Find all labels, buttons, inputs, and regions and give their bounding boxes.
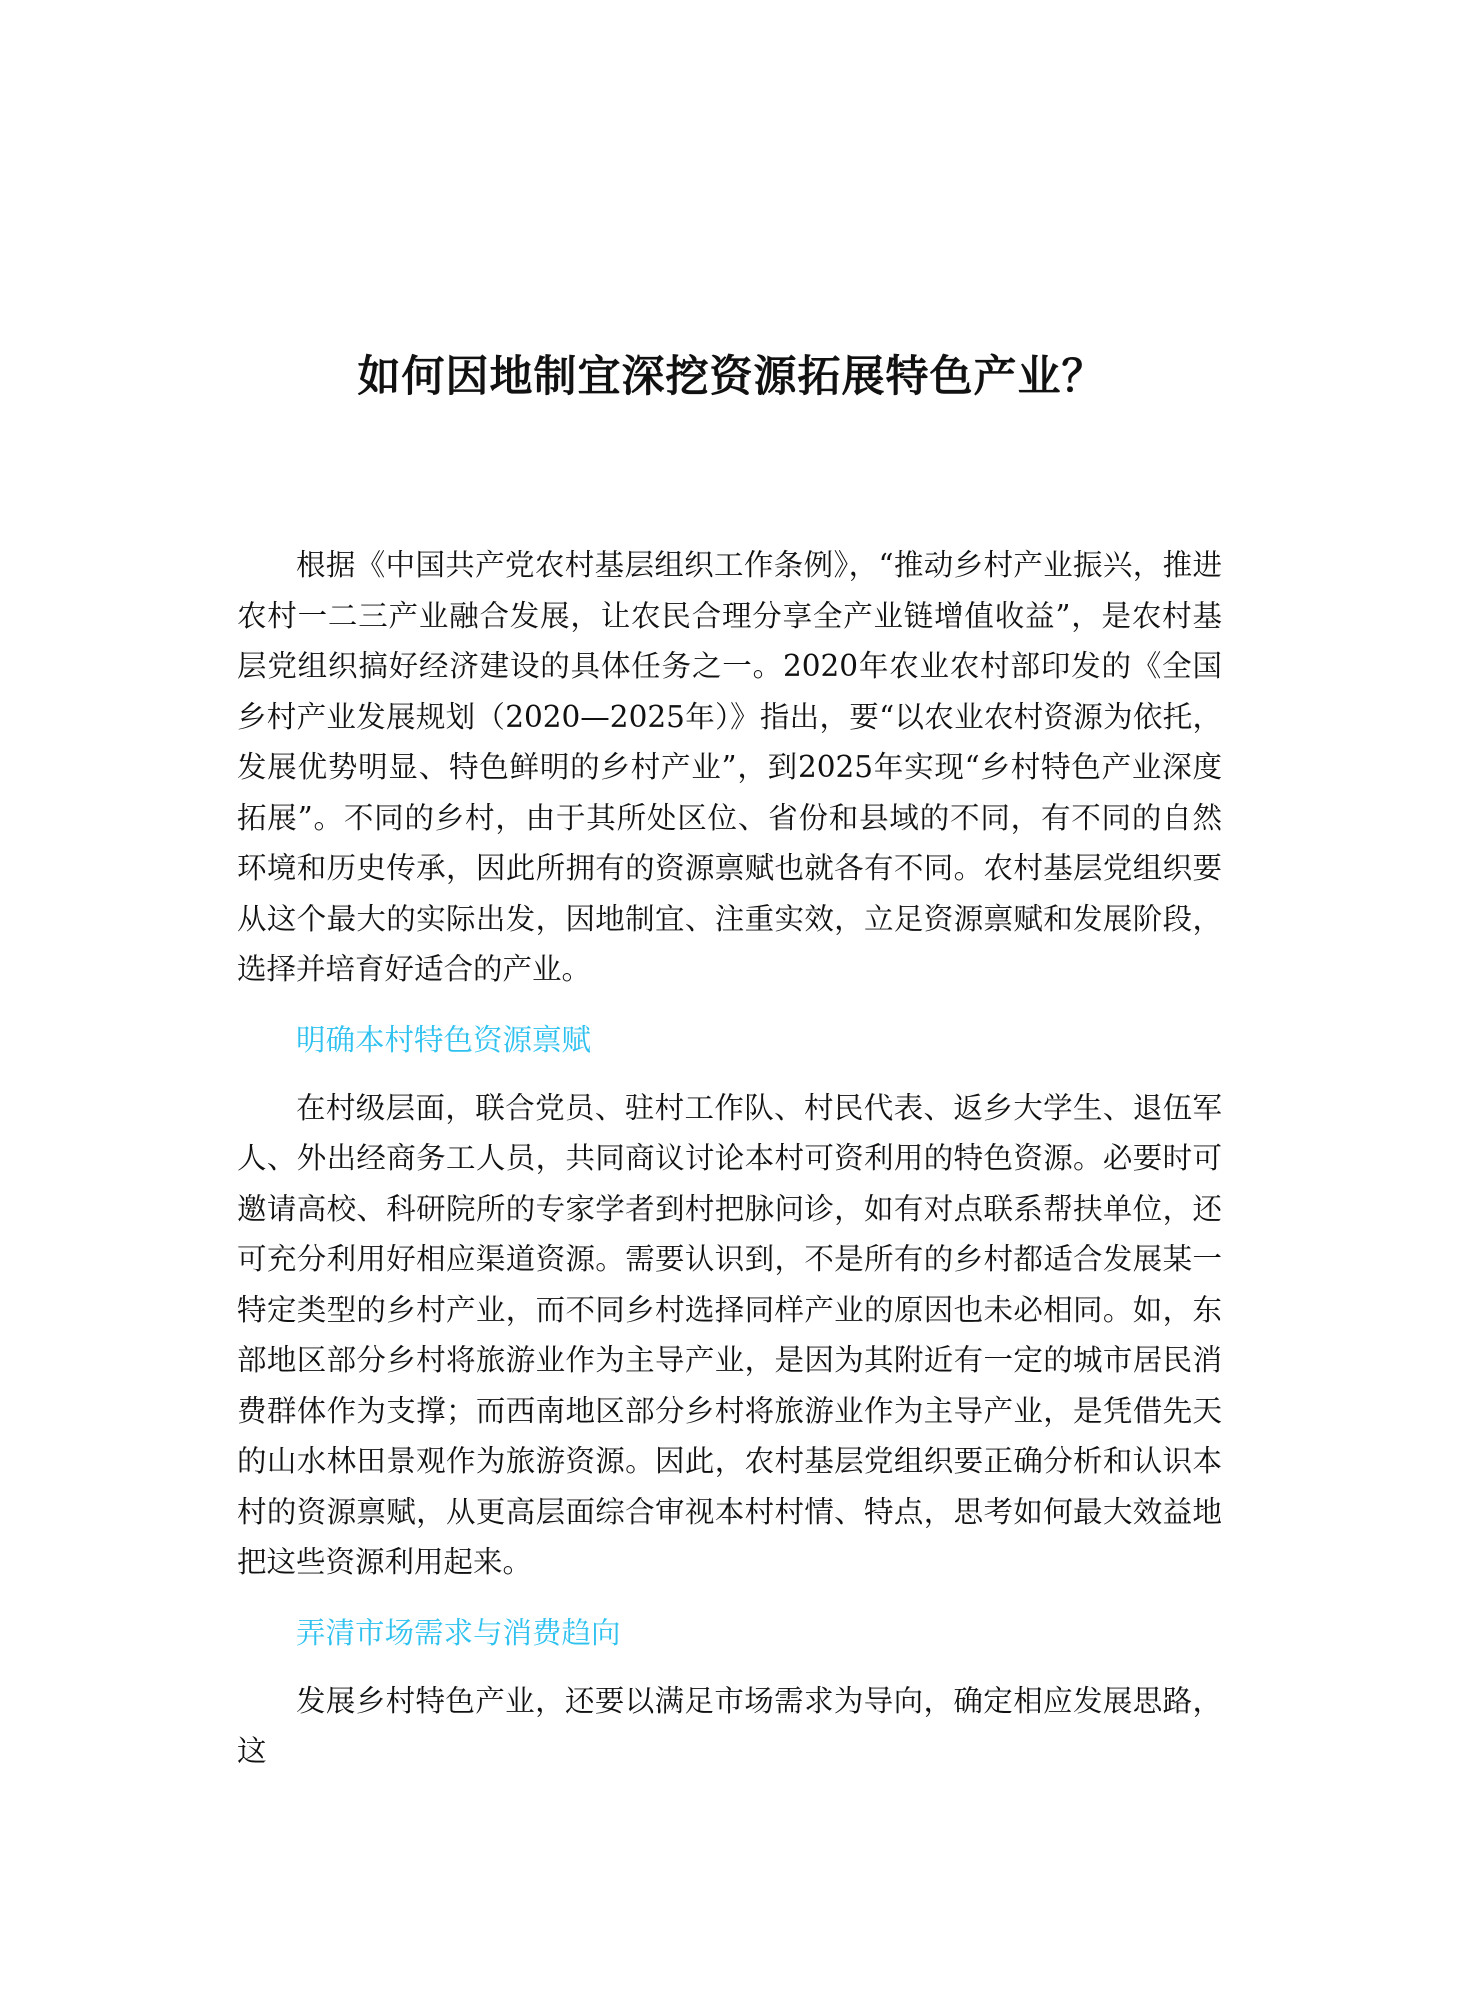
paragraph-intro: 根据《中国共产党农村基层组织工作条例》，“推动乡村产业振兴，推进农村一二三产业融合发展，让农民合理分享全产业链增值收益”，是农村基层党组织搞好经济建设的具体任务之一。2020年农业农村部印发的《全国乡村产业发展规划（2020—2025年）》指出，要“以农业农村资源为依托，发展优势明显、特色鲜明的乡村产业”，到2025年实现“乡村特色产业深度拓展”。不同的乡村，由于其所处区位、省份和县域的不同，有不同的自然环境和历史传承，因此所拥有的资源禀赋也就各有不同。农村基层党组织要从这个最大的实际出发，因地制宜、注重实效，立足资源禀赋和发展阶段，选择并培育好适合的产业。	[237, 548, 1222, 986]
section-heading-market: 弄清市场需求与消费趋向	[296, 1615, 621, 1650]
paragraph-resources: 在村级层面，联合党员、驻村工作队、村民代表、返乡大学生、退伍军人、外出经商务工人员，共同商议讨论本村可资利用的特色资源。必要时可邀请高校、科研院所的专家学者到村把脉问诊，如有对点联系帮扶单位，还可充分利用好相应渠道资源。需要认识到，不是所有的乡村都适合发展某一特定类型的乡村产业，而不同乡村选择同样产业的原因也未必相同。如，东部地区部分乡村将旅游业作为主导产业，是因为其附近有一定的城市居民消费群体作为支撑；而西南地区部分乡村将旅游业作为主导产业，是凭借先天的山水林田景观作为旅游资源。因此，农村基层党组织要正确分析和认识本村的资源禀赋，从更高层面综合审视本村村情、特点，思考如何最大效益地把这些资源利用起来。	[237, 1090, 1222, 1579]
paragraph-market: 发展乡村特色产业，还要以满足市场需求为导向，确定相应发展思路，这	[237, 1683, 1222, 1768]
section-heading-resources: 明确本村特色资源禀赋	[296, 1022, 592, 1057]
article-body	[237, 540, 1222, 1768]
page-title: 如何因地制宜深挖资源拓展特色产业？	[357, 352, 1106, 402]
